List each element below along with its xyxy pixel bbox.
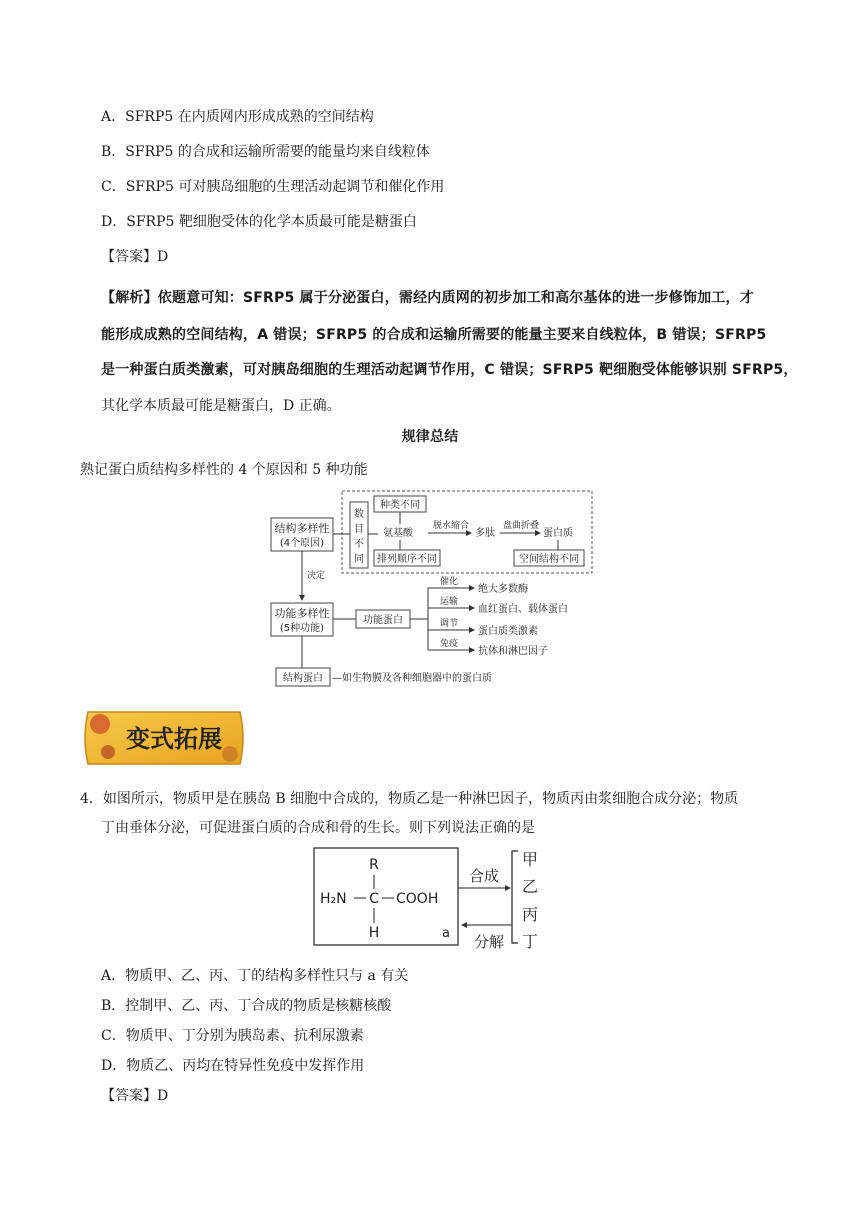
alpha-carbon: C <box>369 891 379 907</box>
amino-acid-diagram <box>312 845 552 950</box>
substance-jia: 甲 <box>522 850 539 869</box>
structure-reasons-label: (4个原因) <box>279 538 325 549</box>
immunity-label: 免疫 <box>440 639 459 649</box>
q4-option-d: D．物质乙、丙均在特异性免疫中发挥作用 <box>101 1058 365 1074</box>
number-char-2: 目 <box>354 524 364 535</box>
q4-option-a: A．物质甲、乙、丙、丁的结构多样性只与 a 有关 <box>101 968 409 984</box>
dehydration-label: 脱水缩合 <box>432 521 470 531</box>
substance-yi: 乙 <box>522 877 539 896</box>
number-char-1: 数 <box>354 509 364 520</box>
amino-group: H₂N <box>320 891 347 907</box>
substance-bing: 丙 <box>522 905 539 924</box>
kind-diff-label: 种类不同 <box>380 500 420 511</box>
function-diversity-label: 功能多样性 <box>274 607 330 620</box>
summary-intro: 熟记蛋白质结构多样性的 4 个原因和 5 种功能 <box>80 462 368 478</box>
option-c: C．SFRP5 可对胰岛细胞的生理活动起调节和催化作用 <box>101 179 445 195</box>
hydrogen-atom: H <box>368 925 380 941</box>
regulation-label: 调节 <box>440 619 459 629</box>
amino-acid-label: 氨基酸 <box>383 528 413 539</box>
analysis-line-1: 【解析】依题意可知：SFRP5 属于分泌蛋白，需经内质网的初步加工和高尔基体的进一步修饰加工，才 <box>101 290 754 306</box>
functional-protein-label: 功能蛋白 <box>363 615 403 626</box>
option-a: A．SFRP5 在内质网内形成成熟的空间结构 <box>101 109 374 125</box>
protein-concept-map <box>268 488 598 693</box>
flower-icon <box>90 714 110 734</box>
determines-label: 决定 <box>306 571 326 581</box>
analysis-line-4: 其化学本质最可能是糖蛋白，D 正确。 <box>101 398 341 414</box>
function-count-label: (5种功能) <box>279 623 325 634</box>
q4-stem-line-2: 丁由垂体分泌，可促进蛋白质的合成和骨的生长。则下列说法正确的是 <box>101 820 535 836</box>
structural-protein-label: 结构蛋白 <box>283 673 323 684</box>
analysis-line-3: 是一种蛋白质类激素，可对胰岛细胞的生理活动起调节作用，C 错误；SFRP5 靶细胞受体能够识别 SFRP5， <box>101 362 798 378</box>
immunity-item: 抗体和淋巴因子 <box>478 646 548 657</box>
structural-example: —如生物膜及各种细胞器中的蛋白质 <box>332 673 492 684</box>
label-a: a <box>442 926 450 941</box>
substance-ding: 丁 <box>522 932 539 950</box>
summary-heading: 规律总结 <box>401 429 459 445</box>
protein-label: 蛋白质 <box>543 528 573 539</box>
q4-option-b: B．控制甲、乙、丙、丁合成的物质是核糖核酸 <box>101 998 392 1014</box>
peptide-label: 多肽 <box>475 528 495 539</box>
folding-label: 盘曲折叠 <box>502 521 540 531</box>
variant-banner <box>78 702 250 774</box>
catalysis-item: 绝大多数酶 <box>478 584 528 595</box>
spatial-diff-label: 空间结构不同 <box>519 554 579 565</box>
regulation-item: 蛋白质类激素 <box>478 626 538 637</box>
r-group: R <box>369 857 379 873</box>
transport-item: 血红蛋白、载体蛋白 <box>478 604 568 615</box>
synthesis-label: 合成 <box>468 867 500 885</box>
analysis-line-2: 能形成成熟的空间结构，A 错误；SFRP5 的合成和运输所需要的能量主要来自线粒体，B 错误；SFRP5 <box>101 327 767 343</box>
number-char-4: 同 <box>354 554 364 565</box>
q4-stem-line-1: 4．如图所示，物质甲是在胰岛 B 细胞中合成的，物质乙是一种淋巴因子，物质丙由浆细胞合成分泌；物质 <box>80 791 739 807</box>
banner-text: 变式拓展 <box>126 725 222 753</box>
answer-q4: 【答案】D <box>101 1088 169 1104</box>
structure-diversity-label: 结构多样性 <box>274 522 330 535</box>
option-d: D．SFRP5 靶细胞受体的化学本质最可能是糖蛋白 <box>101 214 417 230</box>
catalysis-label: 催化 <box>440 577 459 587</box>
answer-q3: 【答案】D <box>101 249 169 265</box>
carboxyl-group: COOH <box>396 891 439 907</box>
q4-option-c: C．物质甲、丁分别为胰岛素、抗利尿激素 <box>101 1028 364 1044</box>
option-b: B．SFRP5 的合成和运输所需要的能量均来自线粒体 <box>101 144 430 160</box>
number-char-3: 不 <box>354 539 364 550</box>
order-diff-label: 排列顺序不同 <box>377 554 437 565</box>
transport-label: 运输 <box>440 597 459 607</box>
decomposition-label: 分解 <box>473 933 505 950</box>
